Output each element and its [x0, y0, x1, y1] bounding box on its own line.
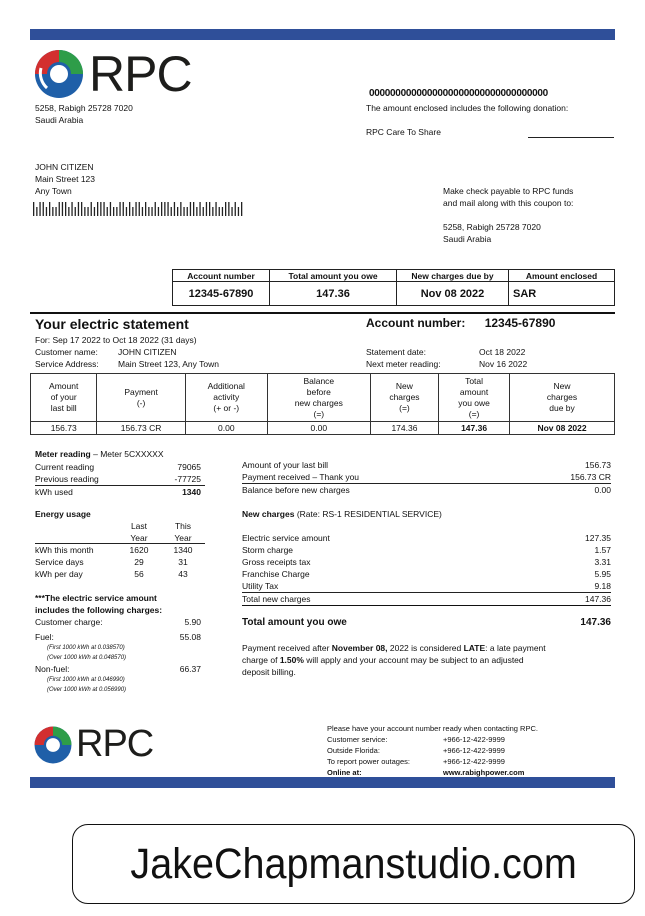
new-charge-row: Franchise Charge 5.95: [242, 569, 611, 579]
donation-program: RPC Care To Share: [366, 127, 441, 137]
account-summary-table: [30, 373, 615, 435]
customer-town: Any Town: [35, 186, 72, 196]
watermark-text: JakeChapmanstudio.com: [130, 839, 577, 888]
summary-value: 147.36: [439, 422, 510, 435]
meter-id: – Meter 5CXXXXX: [93, 449, 164, 459]
meter-row: Current reading 79065: [35, 462, 201, 472]
energy-usage-section: [35, 508, 205, 580]
donation-amount-line: [528, 137, 614, 138]
meter-row: kWh used 1340: [35, 487, 201, 497]
usage-row: kWh per day 56 43: [35, 569, 188, 579]
contact-row: Customer service: +966-12-422-9999: [327, 735, 505, 744]
summary-header: Additional activity (+ or -): [185, 374, 267, 422]
customer-address-block: [35, 161, 95, 197]
contact-info: Please have your account number ready when contacting RPC. Customer service: +966-12-422-9999 Outside Florida: +966-12-422-9999 To report power outages: +966-12-422-9999 Online at: www.rabighpower.com: [327, 724, 538, 777]
coupon-table: [172, 269, 615, 306]
coupon-header: Account number: [173, 270, 270, 282]
customer-info: Customer name: JOHN CITIZEN Service Address: Main Street 123, Any Town: [35, 347, 219, 369]
coupon-amount-enclosed[interactable]: SAR: [509, 282, 615, 306]
summary-header: Payment (-): [97, 374, 185, 422]
summary-value: Nov 08 2022: [510, 422, 615, 435]
coupon-total-owe: 147.36: [270, 282, 397, 306]
payable-instructions: Make check payable to RPC funds and mail along with this coupon to: 5258, Rabigh 25728 7020 Saudi Arabia: [443, 186, 574, 244]
meter-reading-section: [35, 448, 205, 498]
balance-row: Payment received – Thank you 156.73 CR: [242, 472, 611, 482]
company-address: 5258, Rabigh 25728 7020 Saudi Arabia: [35, 103, 133, 125]
coupon-header: Total amount you owe: [270, 270, 397, 282]
billing-period: For: Sep 17 2022 to Oct 18 2022 (31 days): [35, 335, 197, 345]
rpc-logo: [33, 45, 192, 103]
summary-value: 0.00: [185, 422, 267, 435]
meter-row: Previous reading -77725: [35, 473, 205, 486]
customer-name: JOHN CITIZEN: [35, 162, 94, 172]
new-charge-row: Storm charge 1.57: [242, 545, 611, 555]
top-color-bar: [30, 29, 615, 40]
rpc-logo-text: RPC: [89, 46, 192, 102]
summary-value: 156.73 CR: [97, 422, 185, 435]
contact-row: To report power outages: +966-12-422-9999: [327, 757, 505, 766]
contact-intro: Please have your account number ready when contacting RPC.: [327, 724, 538, 733]
usage-row: kWh this month 1620 1340: [35, 545, 193, 555]
summary-header: Total amount you owe (=): [439, 374, 510, 422]
usage-header: Last Year This Year: [35, 520, 205, 544]
coupon-account-number: 12345-67890: [173, 282, 270, 306]
coupon-header: New charges due by: [397, 270, 509, 282]
new-charge-row: Gross receipts tax 3.31: [242, 557, 611, 567]
statement-account: Account number: 12345-67890: [366, 316, 556, 330]
coupon-header: Amount enclosed: [509, 270, 615, 282]
new-charges-section: New charges (Rate: RS-1 RESIDENTIAL SERVICE) Electric service amount 127.35 Storm charge 1.57 Gross receipts tax 3.31 Franchise Charge 5.95 Utility Tax 9.18 Total new charges 147.36: [242, 509, 611, 604]
statement-dates: Statement date: Oct 18 2022 Next meter reading: Nov 16 2022: [366, 347, 528, 369]
rpc-logo-text: RPC: [76, 723, 154, 765]
statement-title: Your electric statement: [35, 316, 189, 332]
balance-row: Amount of your last bill 156.73: [242, 460, 611, 470]
summary-header: Amount of your last bill: [31, 374, 97, 422]
coupon-due-date: Nov 08 2022: [397, 282, 509, 306]
service-amount-breakdown: ***The electric service amount includes the following charges: Customer charge: 5.90 Fuel: 55.08 (First 1000 kWh at 0.038570) (Over 1000 kWh at 0.048570) Non-fuel: 66.37 (First 1000 kWh at 0.046990) (Over 1000 kWh at 0.056990): [35, 593, 201, 693]
usage-row: Service days 29 31: [35, 557, 188, 567]
summary-header: New charges (=): [370, 374, 438, 422]
rpc-logo-icon: [33, 725, 73, 765]
customer-street: Main Street 123: [35, 174, 96, 184]
new-charge-row: Utility Tax 9.18: [242, 581, 611, 591]
summary-header: Balance before new charges (=): [267, 374, 370, 422]
donation-text: The amount enclosed includes the following donation:: [366, 103, 569, 113]
new-charge-row: Electric service amount 127.35: [242, 533, 611, 543]
summary-header: New charges due by: [510, 374, 615, 422]
scan-code: 0000000000000000000000000000000000: [369, 88, 548, 99]
rpc-logo-icon: [33, 48, 85, 100]
contact-row: Outside Florida: +966-12-422-9999: [327, 746, 505, 755]
late-payment-notice: Payment received after November 08, 2022 is considered LATE: a late payment charge of 1.50% will apply and your account may be subject to an adjusted deposit billing.: [242, 643, 546, 677]
meter-title: Meter reading: [35, 449, 91, 459]
summary-value: 156.73: [31, 422, 97, 435]
balance-section: [242, 459, 611, 496]
section-divider: [30, 312, 615, 314]
usage-title: Energy usage: [35, 509, 91, 519]
watermark-banner: [72, 824, 635, 904]
website-link[interactable]: www.rabighpower.com: [443, 768, 525, 777]
total-owe-row: Total amount you owe 147.36: [242, 617, 611, 628]
total-new-charges-row: Total new charges 147.36: [242, 594, 611, 604]
summary-value: 174.36: [370, 422, 438, 435]
footer-rpc-logo: [33, 723, 153, 766]
postal-barcode: [33, 202, 245, 216]
summary-value: 0.00: [267, 422, 370, 435]
balance-row: Balance before new charges 0.00: [242, 485, 611, 495]
bottom-color-bar: [30, 777, 615, 788]
